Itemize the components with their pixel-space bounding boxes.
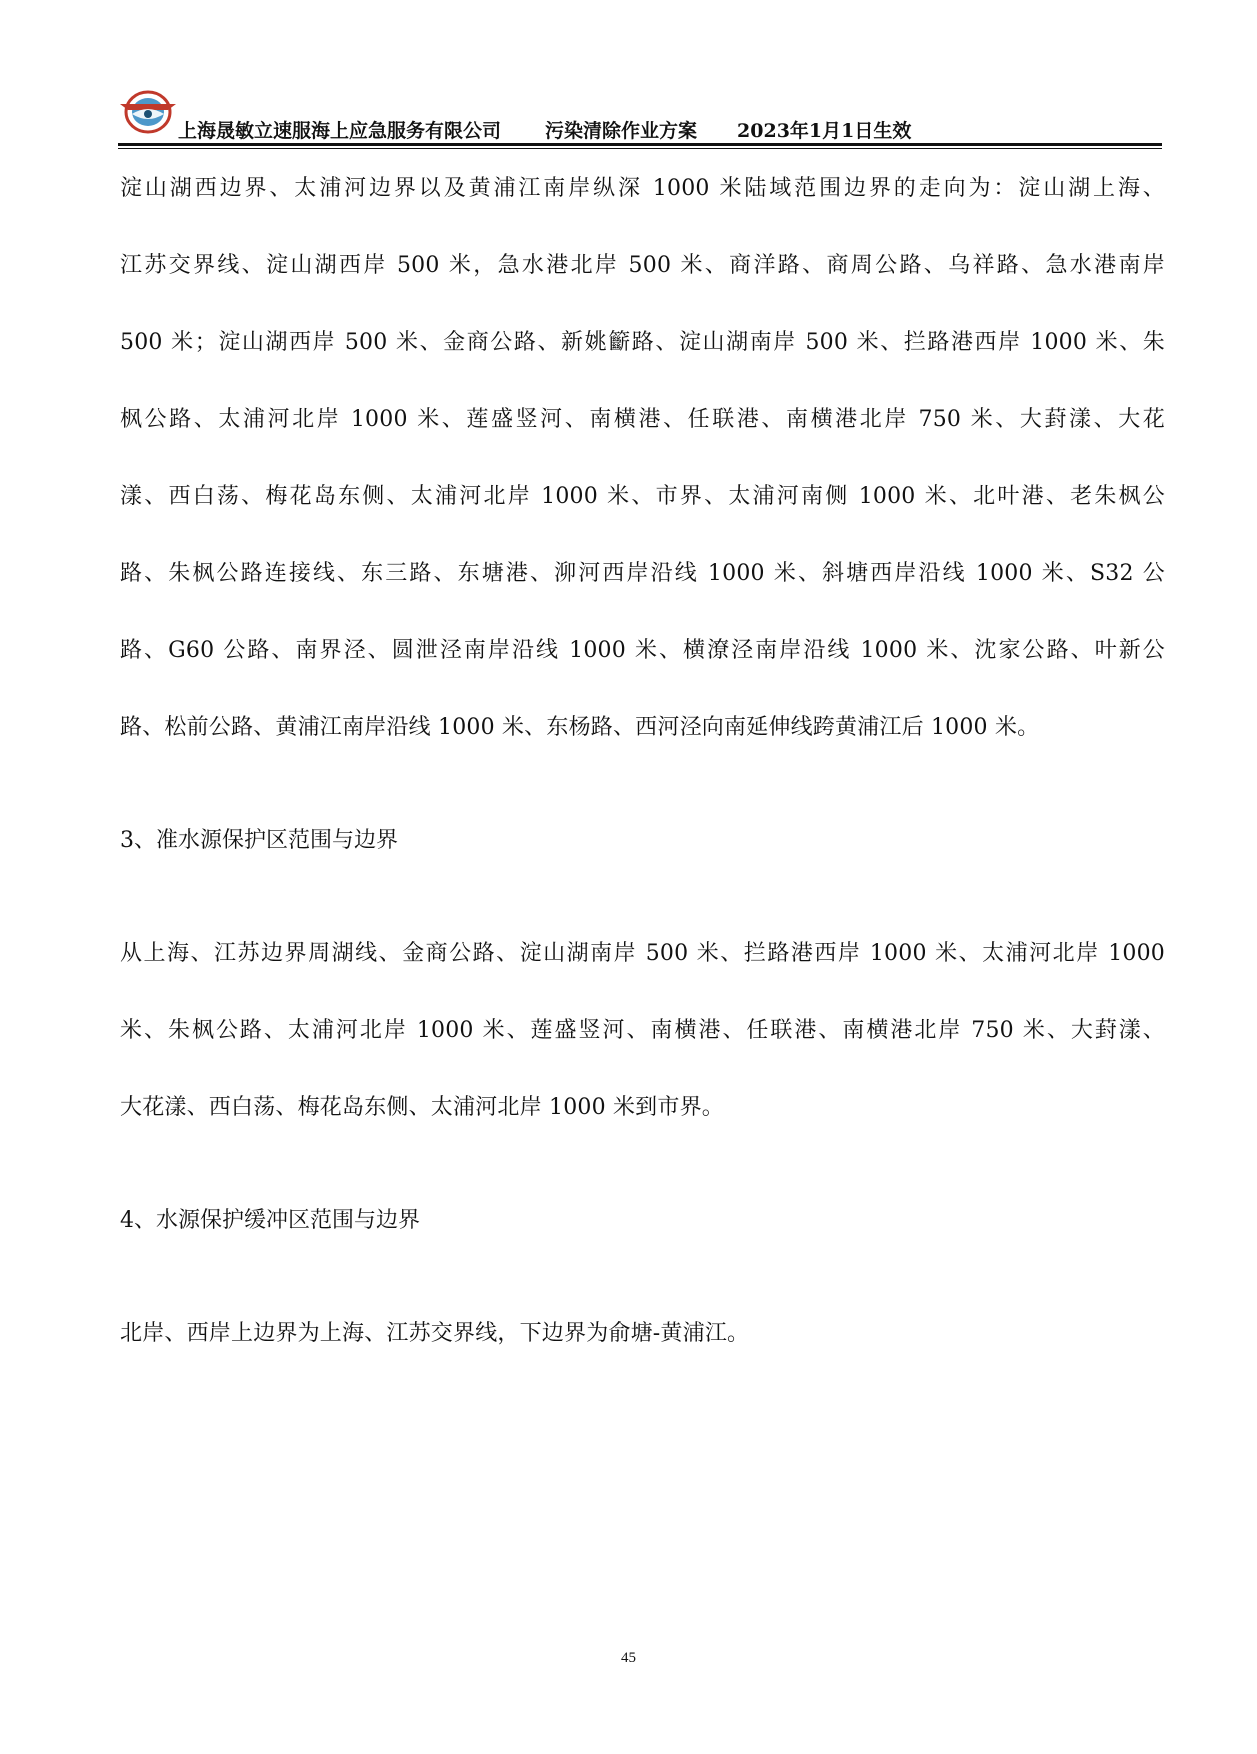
document-body [120, 164, 1165, 1386]
section-3-paragraph [120, 929, 1165, 1160]
section-4-heading: 4、水源保护缓冲区范围与边界 [120, 1208, 420, 1233]
paragraph-line: 淀山湖西边界、太浦河边界以及黄浦江南岸纵深 1000 米陆域范围边界的走向为：淀山湖上海、 [120, 176, 1165, 201]
company-logo-icon [118, 84, 178, 140]
paragraph-line: 北岸、西岸上边界为上海、江苏交界线，下边界为俞塘-黄浦江。 [120, 1321, 750, 1346]
header-rule-thin [118, 148, 1162, 149]
page-header [118, 84, 1162, 148]
section-4-paragraph [120, 1309, 1165, 1386]
paragraph-line: 路、G60 公路、南界泾、圆泄泾南岸沿线 1000 米、横潦泾南岸沿线 1000 米、沈家公路、叶新公 [120, 638, 1165, 663]
paragraph-line: 从上海、江苏边界周湖线、金商公路、淀山湖南岸 500 米、拦路港西岸 1000 米、太浦河北岸 1000 [120, 941, 1165, 966]
paragraph-boundary-description [120, 164, 1165, 780]
paragraph-line: 路、松前公路、黄浦江南岸沿线 1000 米、东杨路、西河泾向南延伸线跨黄浦江后 1000 米。 [120, 715, 1040, 740]
paragraph-line: 大花漾、西白荡、梅花岛东侧、太浦河北岸 1000 米到市界。 [120, 1095, 724, 1120]
header-text [178, 116, 1098, 143]
header-rule [118, 143, 1162, 146]
header-document-title: 污染清除作业方案 [545, 120, 698, 142]
page-number: 45 [621, 1650, 636, 1666]
paragraph-line: 漾、西白荡、梅花岛东侧、太浦河北岸 1000 米、市界、太浦河南侧 1000 米、北叶港、老朱枫公 [120, 484, 1165, 509]
paragraph-line: 500 米；淀山湖西岸 500 米、金商公路、新姚籪路、淀山湖南岸 500 米、拦路港西岸 1000 米、朱 [120, 330, 1165, 355]
header-effective-date: 2023年1月1日生效 [737, 120, 912, 142]
section-3-heading: 3、准水源保护区范围与边界 [120, 828, 398, 853]
paragraph-line: 路、朱枫公路连接线、东三路、东塘港、泖河西岸沿线 1000 米、斜塘西岸沿线 1000 米、S32 公 [120, 561, 1165, 586]
paragraph-line: 枫公路、太浦河北岸 1000 米、莲盛竖河、南横港、任联港、南横港北岸 750 米、大葑漾、大花 [120, 407, 1165, 432]
paragraph-line: 米、朱枫公路、太浦河北岸 1000 米、莲盛竖河、南横港、任联港、南横港北岸 750 米、大葑漾、 [120, 1018, 1165, 1043]
header-company: 上海晟敏立速服海上应急服务有限公司 [178, 120, 502, 142]
paragraph-line: 江苏交界线、淀山湖西岸 500 米，急水港北岸 500 米、商洋路、商周公路、乌祥路、急水港南岸 [120, 253, 1165, 278]
